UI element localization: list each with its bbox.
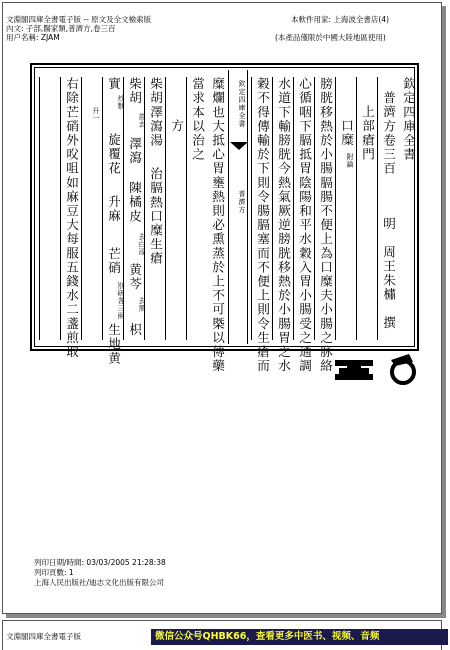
dosage-note: 升一 [92, 107, 100, 122]
body-line-2: 心循咽下膈抵胃陰陽和平水穀入胃小腸受之通調 [297, 77, 312, 374]
section-title: 上部瘡門 [360, 105, 375, 162]
print-date: 列印日期/時間: 03/03/2005 21:28:38 [34, 558, 166, 567]
page-shadow-right [442, 6, 446, 616]
body-line-6: 當求本以治之 [190, 77, 205, 162]
center-spine [228, 70, 248, 344]
formula-heading: 方 [169, 119, 184, 134]
herb-note-1: 苗去 [138, 113, 146, 128]
herb-shengdihuang: 生地黄 [106, 323, 121, 366]
text-column-3 [356, 77, 376, 340]
herb-note-5: 別研各三兩 [117, 282, 125, 320]
formula-indication: 治膈熱口糜生瘡 [148, 167, 163, 266]
text-column-2 [377, 77, 397, 340]
header-region-note: (本產品僅限於中國大陸地區使用) [275, 33, 386, 42]
publisher-logo [333, 352, 418, 386]
text-column-4 [335, 77, 355, 340]
text-column-15 [81, 77, 101, 340]
print-pages: 列印頁數: 1 [34, 568, 74, 577]
header-product: 文淵閣四庫全書電子版 -- 原文及全文檢索版 [6, 15, 152, 24]
formula-name: 柴胡澤瀉湯 [148, 77, 163, 148]
text-column-10 [186, 77, 206, 340]
herb-note-3: 去黑 [138, 297, 146, 312]
next-page-header: 文淵閣四庫全書電子版 [6, 632, 81, 641]
herb-chenjupi: 陳橘皮 [127, 181, 142, 224]
herb-note-2: 去白浸 [138, 233, 146, 256]
herb-zexie: 澤瀉 [127, 137, 142, 166]
body-line-4: 穀不得傳輸於下則令腸膈塞而不便上則令生瘡而 [255, 77, 270, 374]
body-line-5: 糜爛也大抵心胃壅熱則必熏蒸於上不可槩以傳藥 [210, 77, 225, 374]
text-column-7 [272, 77, 292, 374]
book-page-inner-border [34, 67, 416, 374]
spine-book: 普濟方 [238, 190, 246, 214]
page-shadow-bottom [6, 614, 446, 618]
herb-zhi: 枳 [127, 323, 142, 338]
subsection-title: 口糜 [339, 119, 354, 148]
publisher-footer: 上海人民出版社/迪志文化出版有限公司 [34, 578, 165, 587]
herb-huangqin: 黄芩 [127, 263, 142, 292]
author-line: 明 周王朱橚 撰 [381, 217, 396, 330]
text-column-16 [60, 77, 80, 359]
herb-shi: 實 [106, 77, 121, 92]
book-page-frame [30, 63, 419, 374]
spine-title: 欽定四庫全書 [238, 80, 246, 128]
herb-xuanfuhua: 旋覆花 [106, 133, 121, 176]
herb-chaihu: 柴胡 [127, 77, 142, 106]
book-title: 欽定四庫全書 [401, 77, 416, 162]
body-line-3: 水道下輸膀胱今熱氣厥逆膀胱移熱於小腸胃之水 [276, 77, 291, 374]
body-line-1: 膀胱移熱於小腸膈腸不便上為口糜夫小腸之脉絡 [318, 77, 333, 374]
fish-tail-mark [230, 142, 248, 150]
herb-shengma: 升麻 [106, 195, 121, 224]
text-column-5 [314, 77, 334, 374]
text-column-1 [398, 77, 418, 340]
herb-note-4: 炒麩 [117, 95, 125, 110]
text-column-11 [165, 77, 185, 340]
subsection-note: 附論 [346, 153, 354, 168]
text-column-6 [293, 77, 313, 374]
text-column-14 [102, 77, 125, 366]
herb-mangxiao: 芒硝 [106, 247, 121, 276]
body-line-7: 右除芒硝外㕮咀如麻豆大每服五錢水二盞煎取 [64, 77, 79, 359]
header-content: 內文: 子部,醫家類,普濟方,卷三百 [6, 24, 116, 33]
text-column-8 [251, 77, 271, 374]
text-column-9 [207, 77, 227, 374]
header-user: 用户名稱: ZJAM [6, 33, 60, 42]
wechat-promo-banner: 微信公众号QHBK66，查看更多中医书、视频、音频 [151, 629, 448, 645]
header-licensee: 本軟件用家: 上海波全書店(4) [291, 15, 390, 24]
volume-title: 普濟方卷三百 [381, 91, 396, 176]
text-column-17 [39, 77, 59, 340]
